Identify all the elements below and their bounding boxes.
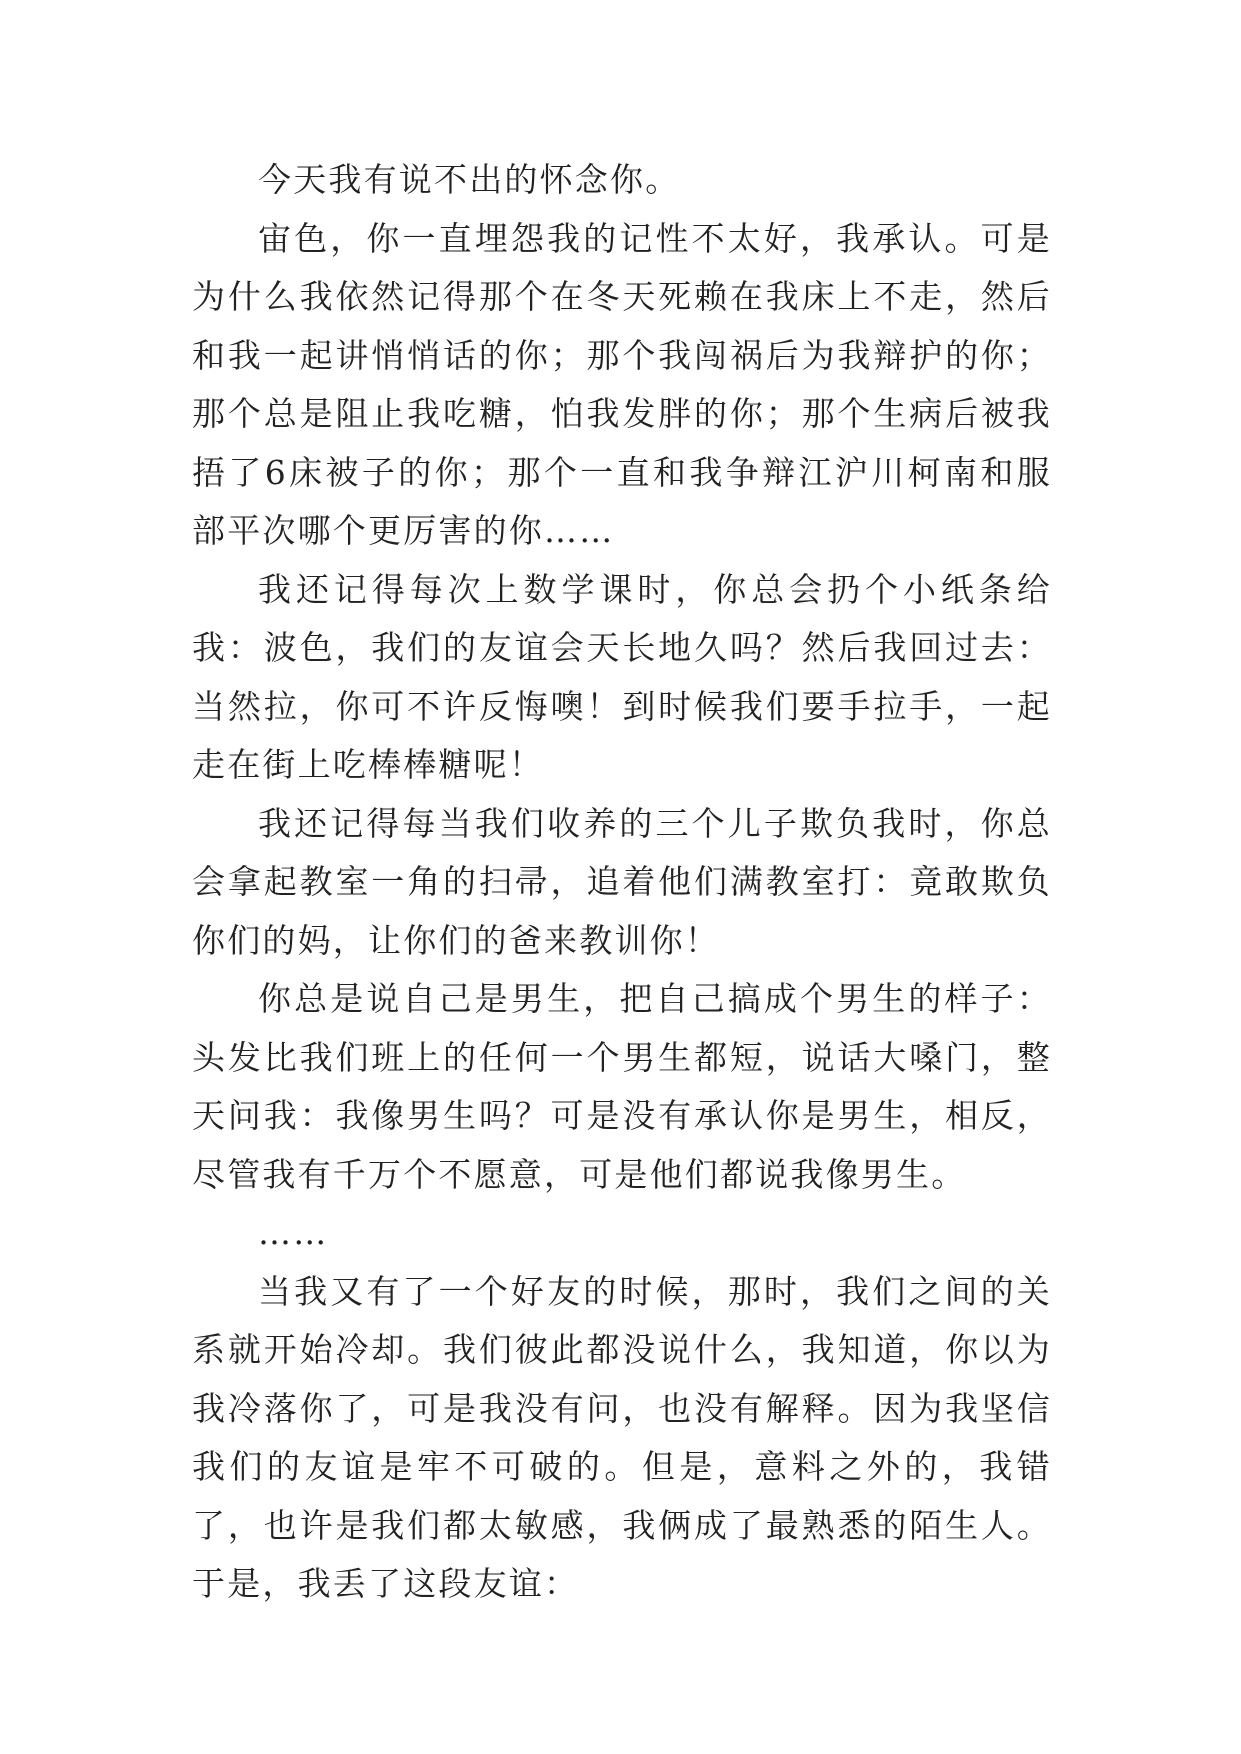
document-body: [192, 151, 1052, 1614]
paragraph-ellipsis: ……: [258, 1213, 329, 1252]
paragraph-2: 宙色，你一直埋怨我的记性不太好，我承认。可是为什么我依然记得那个在冬天死赖在我床上不走，然后和我一起讲悄悄话的你；那个我闯祸后为我辩护的你；那个总是阻止我吃糖，怕我发胖的你；那个生病后被我捂了6床被子的你；那个一直和我争辩江沪川柯南和服部平次哪个更厉害的你……: [192, 218, 1052, 550]
paragraph-6: 当我又有了一个好友的时候，那时，我们之间的关系就开始冷却。我们彼此都没说什么，我知道，你以为我冷落你了，可是我没有问，也没有解释。因为我坚信我们的友谊是牢不可破的。但是，意料之外的，我错了，也许是我们都太敏感，我俩成了最熟悉的陌生人。于是，我丢了这段友谊：: [192, 1271, 1052, 1603]
paragraph-4: 我还记得每当我们收养的三个儿子欺负我时，你总会拿起教室一角的扫帚，追着他们满教室打：竟敢欺负你们的妈，让你们的爸来教训你！: [192, 803, 1052, 960]
paragraph-3: 我还记得每次上数学课时，你总会扔个小纸条给我：波色，我们的友谊会天长地久吗？然后我回过去：当然拉，你可不许反悔噢！到时候我们要手拉手，一起走在街上吃棒棒糖呢！: [192, 569, 1052, 784]
paragraph-1: 今天我有说不出的怀念你。: [258, 160, 681, 199]
paragraph-5: 你总是说自己是男生，把自己搞成个男生的样子：头发比我们班上的任何一个男生都短，说话大嗓门，整天问我：我像男生吗？可是没有承认你是男生，相反，尽管我有千万个不愿意，可是他们都说我像男生。: [192, 979, 1052, 1194]
